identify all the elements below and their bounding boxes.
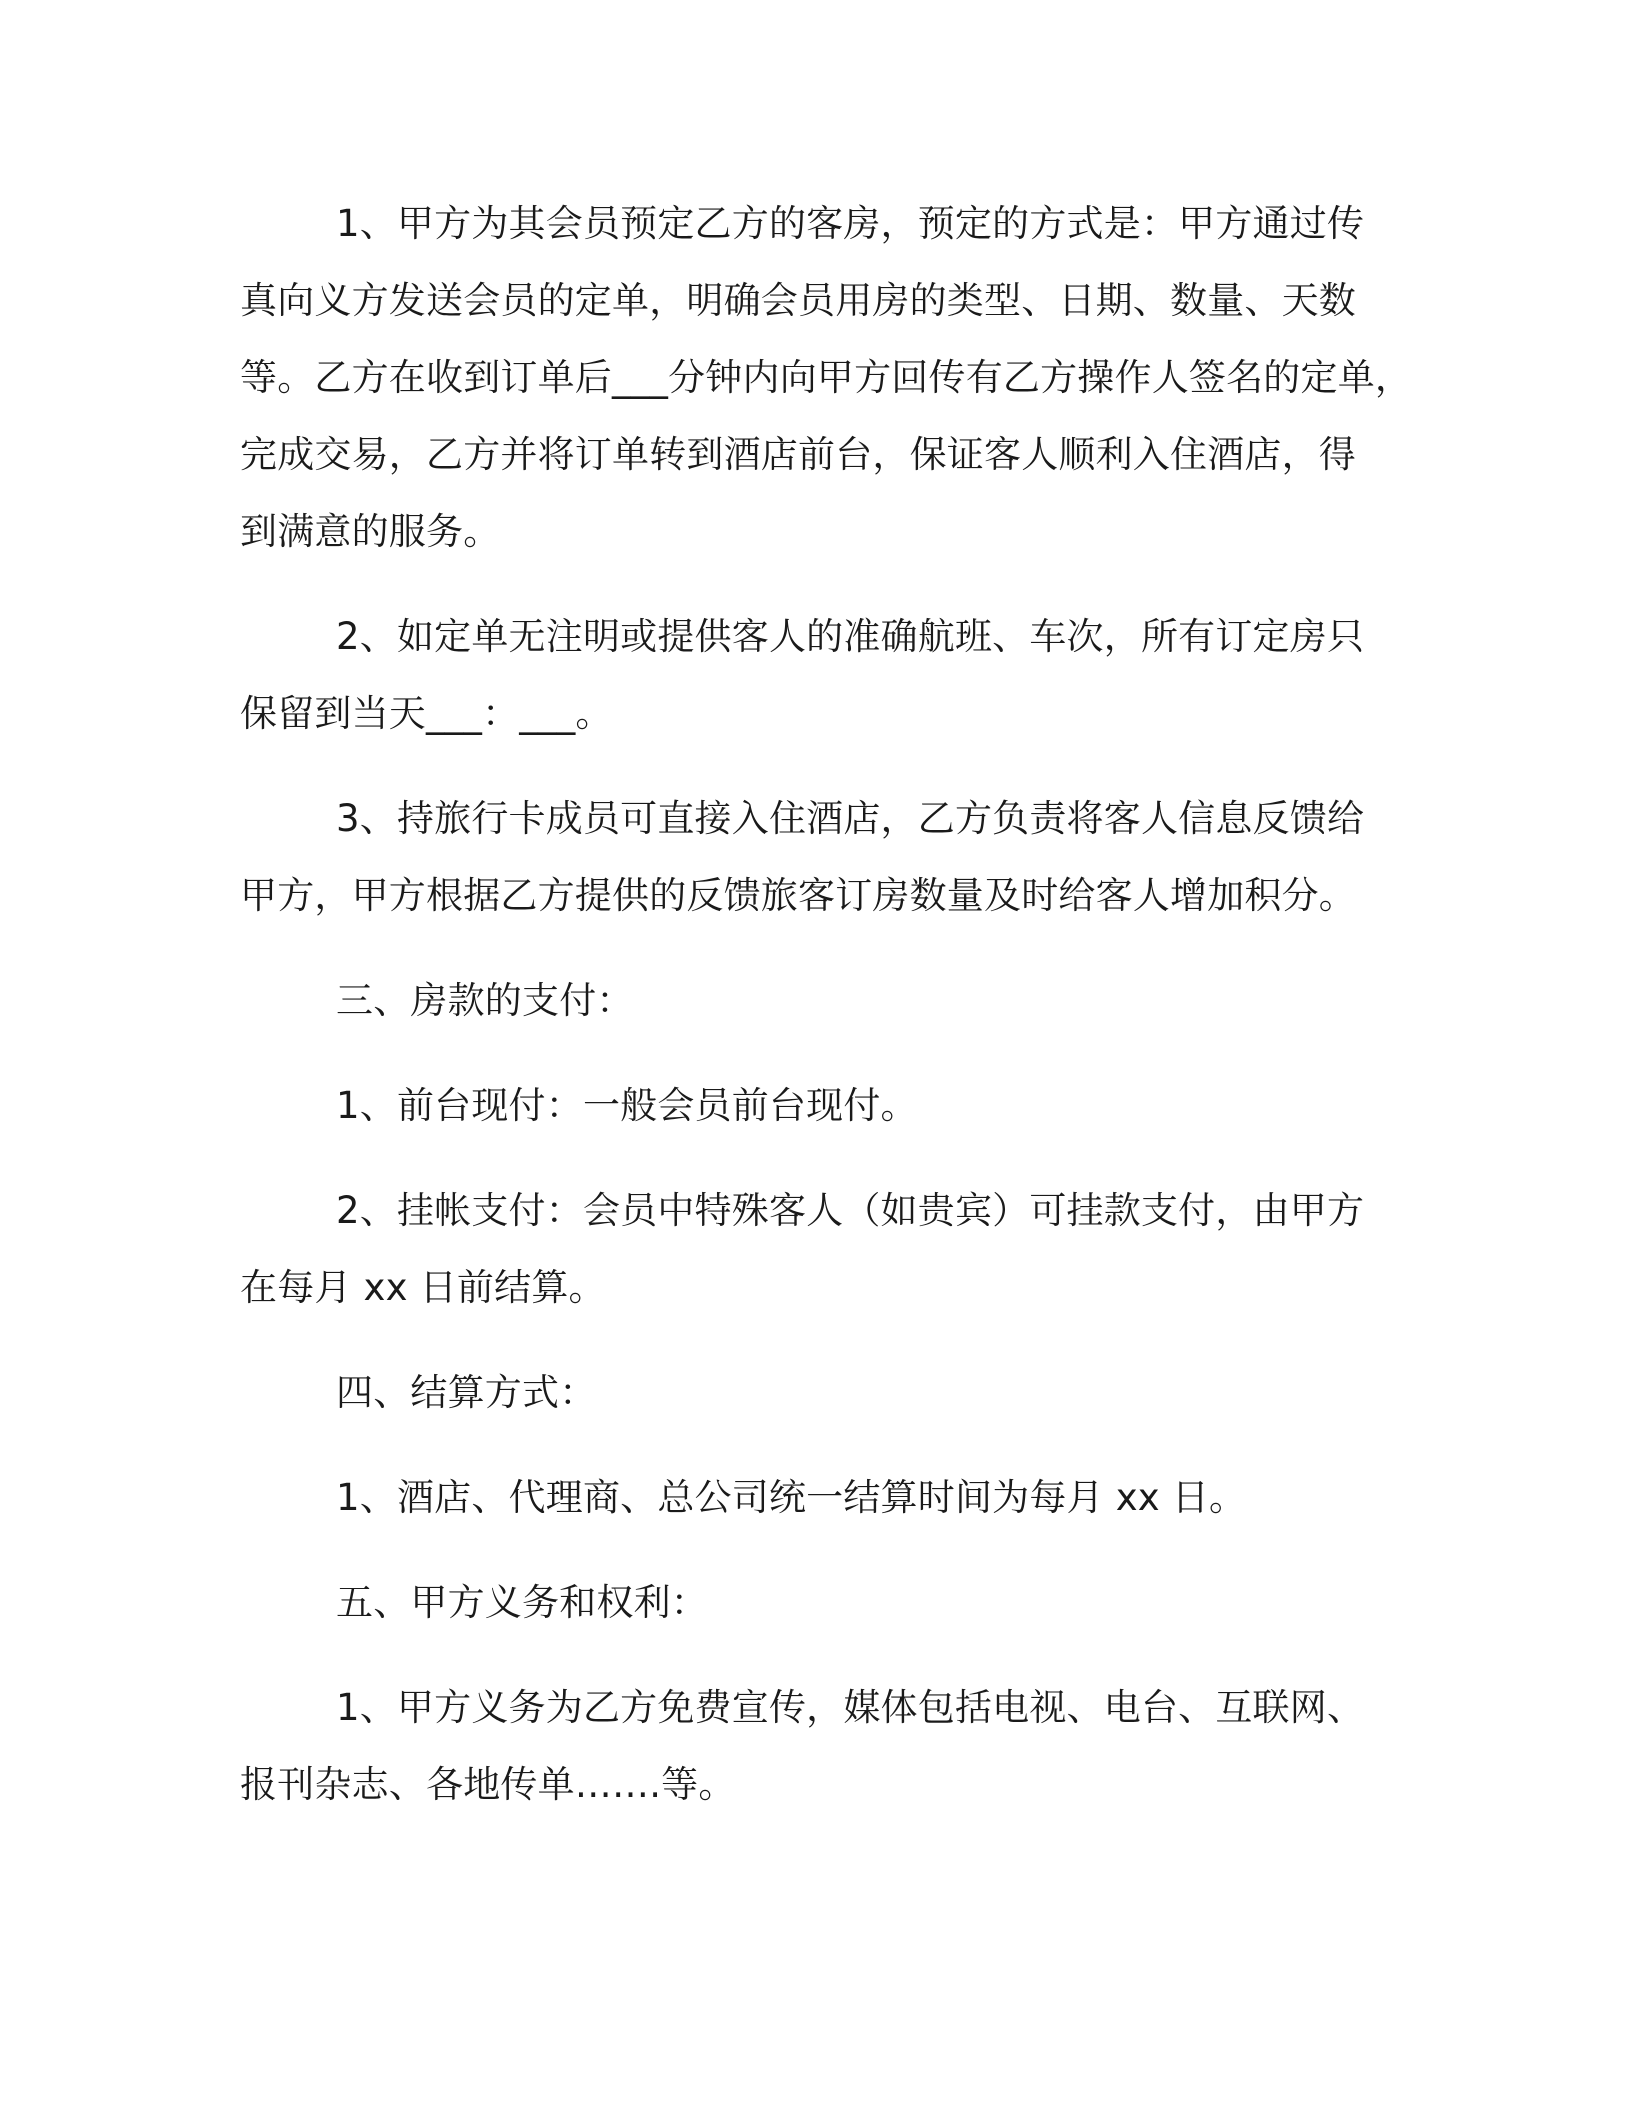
text-line: 在每月 xx 日前结算。: [240, 1266, 606, 1309]
text-line: 报刊杂志、各地传单…….等。: [240, 1763, 736, 1806]
text-line: 1、前台现付：一般会员前台现付。: [336, 1084, 918, 1127]
document-body: [240, 185, 1413, 1851]
text-line: 1、酒店、代理商、总公司统一结算时间为每月 xx 日。: [336, 1476, 1247, 1519]
heading-text: 三、房款的支付：: [336, 979, 634, 1022]
heading-text: 四、结算方式：: [336, 1371, 597, 1414]
paragraph-front-desk-payment: [240, 1067, 1410, 1144]
text-line: 甲方，甲方根据乙方提供的反馈旅客订房数量及时给客人增加积分。: [240, 874, 1356, 917]
text-line: 完成交易，乙方并将订单转到酒店前台，保证客人顺利入住酒店，得: [240, 433, 1356, 476]
paragraph-settlement-date: [240, 1459, 1410, 1536]
text-line: 真向义方发送会员的定单，明确会员用房的类型、日期、数量、天数: [240, 279, 1356, 322]
paragraph-reservation-hold: [240, 598, 1410, 752]
paragraph-free-promotion: [240, 1669, 1410, 1823]
section-heading-party-a-duties: [240, 1564, 1410, 1641]
paragraph-travel-card: [240, 780, 1410, 934]
text-line: 等。乙方在收到订单后___分钟内向甲方回传有乙方操作人签名的定单，: [240, 356, 1413, 399]
text-line: 保留到当天___：___。: [240, 692, 613, 735]
text-line: 2、挂帐支付：会员中特殊客人（如贵宾）可挂款支付，由甲方: [336, 1189, 1365, 1232]
paragraph-booking-method: [240, 185, 1413, 570]
text-line: 3、持旅行卡成员可直接入住酒店，乙方负责将客人信息反馈给: [336, 797, 1365, 840]
section-heading-payment: [240, 962, 1410, 1039]
text-line: 1、甲方义务为乙方免费宣传，媒体包括电视、电台、互联网、: [336, 1686, 1365, 1729]
heading-text: 五、甲方义务和权利：: [336, 1581, 708, 1624]
section-heading-settlement: [240, 1354, 1410, 1431]
text-line: 到满意的服务。: [240, 510, 501, 553]
paragraph-account-payment: [240, 1172, 1410, 1326]
text-line: 2、如定单无注明或提供客人的准确航班、车次，所有订定房只: [336, 615, 1365, 658]
text-line: 1、甲方为其会员预定乙方的客房，预定的方式是：甲方通过传: [336, 202, 1365, 245]
